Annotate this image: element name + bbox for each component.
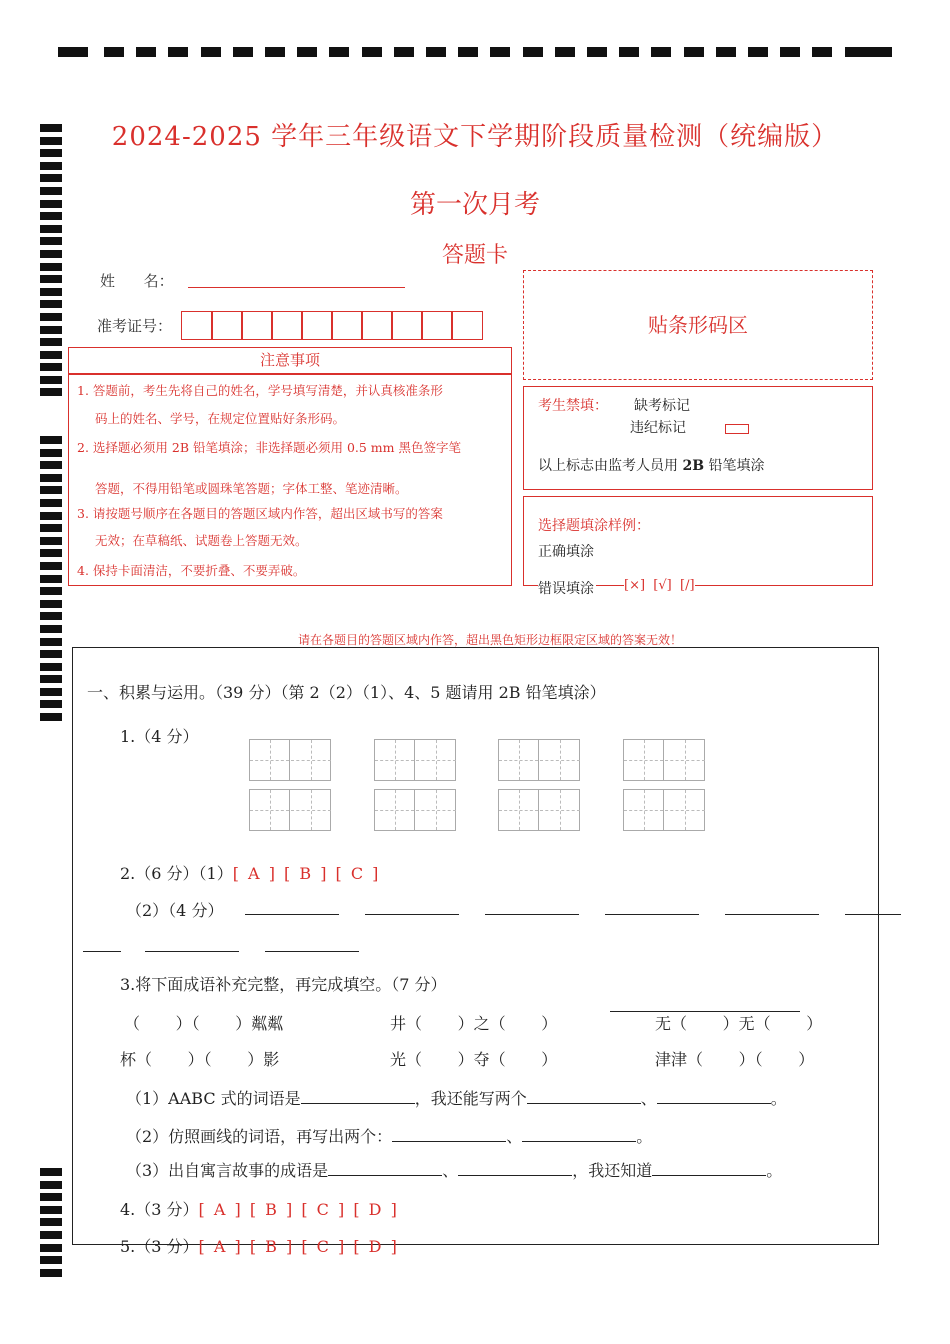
timing-mark: [684, 47, 704, 57]
violation-mark-box[interactable]: [725, 424, 749, 434]
barcode-label: 贴条形码区: [648, 313, 748, 337]
prohibit-box: [523, 386, 873, 490]
sample-label: 选择题填涂样例：: [538, 518, 650, 534]
timing-mark: [40, 174, 62, 182]
answer-line[interactable]: [725, 914, 819, 915]
question-4: 4.（3 分）[ A ] [ B ] [ C ] [ D ]: [120, 1200, 399, 1219]
grid-cell[interactable]: [665, 790, 705, 830]
id-digit-box[interactable]: [301, 311, 333, 340]
timing-mark: [587, 47, 607, 57]
card-title: 答题卡: [441, 243, 508, 268]
exam-title: 2024-2025 学年三年级语文下学期阶段质量检测（统编版）: [111, 122, 839, 152]
violation-mark-label: 违纪标记: [630, 420, 686, 436]
character-grid[interactable]: [623, 789, 705, 831]
timing-mark: [40, 587, 62, 595]
grid-cell[interactable]: [375, 790, 415, 830]
idiom-item[interactable]: 井（ ）之（ ）: [390, 1014, 558, 1033]
timing-mark: [40, 436, 62, 444]
id-digit-box[interactable]: [451, 311, 483, 340]
character-grid[interactable]: [623, 739, 705, 781]
timing-mark: [40, 338, 62, 346]
timing-mark: [40, 1181, 62, 1189]
notice-line: 1. 答题前，考生先将自己的姓名，学号填写清楚，并认真核准条形: [77, 383, 443, 398]
grid-cell[interactable]: [416, 790, 456, 830]
timing-mark: [651, 47, 671, 57]
prohibit-label: 考生禁填：: [538, 398, 608, 414]
timing-mark: [40, 363, 62, 371]
exam-subtitle: 第一次月考: [409, 190, 540, 220]
timing-mark: [104, 47, 124, 57]
timing-mark: [40, 663, 62, 671]
question-4-options[interactable]: [ A ] [ B ] [ C ] [ D ]: [198, 1200, 399, 1219]
id-digit-box[interactable]: [271, 311, 303, 340]
timing-mark: [168, 47, 188, 57]
timing-mark: [780, 47, 800, 57]
timing-mark: [40, 225, 62, 233]
timing-mark: [555, 47, 575, 57]
answer-line[interactable]: [245, 914, 339, 915]
id-digit-box[interactable]: [211, 311, 243, 340]
timing-mark: [40, 1193, 62, 1201]
notice-line: 码上的姓名、学号，在规定位置贴好条形码。: [95, 411, 346, 426]
timing-mark: [40, 713, 62, 721]
question-2-label: 2.（6 分）（1）[ A ] [ B ] [ C ]: [120, 864, 381, 883]
timing-mark: [329, 47, 349, 57]
timing-mark: [40, 562, 62, 570]
answer-line[interactable]: [485, 914, 579, 915]
timing-mark: [716, 47, 736, 57]
timing-mark: [862, 47, 892, 57]
timing-mark: [40, 449, 62, 457]
timing-mark: [40, 537, 62, 545]
question-2-options[interactable]: [ A ] [ B ] [ C ]: [232, 864, 381, 883]
timing-mark: [619, 47, 639, 57]
answer-line[interactable]: [145, 951, 239, 952]
question-5: 5.（3 分）[ A ] [ B ] [ C ] [ D ]: [120, 1237, 399, 1256]
notice-heading: 注意事项: [68, 347, 512, 374]
idiom-item[interactable]: 津津（ ）（ ）: [655, 1050, 815, 1069]
timing-mark: [40, 1244, 62, 1252]
idiom-item[interactable]: 无（ ）无（ ）: [655, 1014, 823, 1033]
grid-cell[interactable]: [499, 790, 539, 830]
timing-mark: [40, 688, 62, 696]
timing-mark: [40, 388, 62, 396]
timing-mark: [40, 1168, 62, 1176]
notice-box: [68, 374, 512, 586]
timing-mark: [426, 47, 446, 57]
timing-mark: [40, 486, 62, 494]
prohibit-instruction: 以上标志由监考人员用 2B 铅笔填涂: [538, 458, 765, 474]
timing-mark: [40, 288, 62, 296]
grid-cell[interactable]: [624, 740, 664, 780]
timing-mark: [523, 47, 543, 57]
question-3-1: （1）AABC 式的词语是 ，我还能写两个 、 。: [126, 1089, 787, 1108]
character-grid[interactable]: [374, 739, 456, 781]
grid-cell[interactable]: [624, 790, 664, 830]
answer-line[interactable]: [605, 914, 699, 915]
timing-mark: [40, 650, 62, 658]
answer-line[interactable]: [365, 914, 459, 915]
id-digit-box[interactable]: [361, 311, 393, 340]
question-3-label: 3.将下面成语补充完整，再完成填空。（7 分）: [120, 975, 447, 994]
grid-cell[interactable]: [416, 740, 456, 780]
idiom-item[interactable]: （ ）（ ）粼粼: [124, 1014, 284, 1033]
correct-fill-label: 正确填涂: [538, 544, 594, 560]
answer-line[interactable]: [657, 1089, 771, 1104]
answer-line[interactable]: [652, 1161, 766, 1176]
notice-line: 无效；在草稿纸、试题卷上答题无效。: [95, 533, 308, 548]
barcode-area: [523, 270, 873, 380]
fill-sample-box: [523, 496, 873, 597]
character-grid[interactable]: [498, 789, 580, 831]
notice-line: 答题，不得用铅笔或圆珠笔答题；字体工整、笔迹清晰。: [95, 481, 408, 496]
character-grid[interactable]: [374, 789, 456, 831]
top-timing-marks: [58, 44, 892, 60]
answer-line[interactable]: [392, 1127, 506, 1142]
character-grid[interactable]: [249, 789, 331, 831]
question-3-2: （2）仿照画线的词语，再写出两个： 、 。: [126, 1127, 653, 1146]
answer-line[interactable]: [527, 1089, 641, 1104]
timing-mark: [297, 47, 317, 57]
grid-cell[interactable]: [499, 740, 539, 780]
notice-line: 3. 请按题号顺序在各题目的答题区域内作答，超出区域书写的答案: [77, 506, 443, 521]
absent-mark-label: 缺考标记: [634, 398, 690, 414]
grid-cell[interactable]: [291, 740, 331, 780]
timing-mark: [40, 313, 62, 321]
timing-mark: [362, 47, 382, 57]
timing-mark: [40, 326, 62, 334]
id-digit-box[interactable]: [241, 311, 273, 340]
wrong-fill-marks: [×] [√] [/]: [624, 578, 695, 593]
answer-line[interactable]: [522, 1127, 636, 1142]
id-digit-box[interactable]: [331, 311, 363, 340]
section1-heading: 一、积累与运用。（39 分）（第 2（2）（1）、4、5 题请用 2B 铅笔填涂）: [87, 683, 606, 702]
timing-mark: [490, 47, 510, 57]
timing-mark: [40, 376, 62, 384]
id-label: 准考证号：: [97, 317, 173, 335]
name-label: 姓 名：: [100, 272, 174, 290]
timing-mark: [40, 499, 62, 507]
timing-mark: [58, 47, 88, 57]
answer-line[interactable]: [845, 914, 901, 915]
id-digit-box[interactable]: [421, 311, 453, 340]
timing-mark: [40, 512, 62, 520]
timing-mark: [40, 162, 62, 170]
idiom-item[interactable]: 杯（ ）（ ）影: [120, 1050, 280, 1069]
timing-mark: [40, 461, 62, 469]
timing-mark: [136, 47, 156, 57]
grid-cell[interactable]: [375, 740, 415, 780]
grid-cell[interactable]: [250, 790, 290, 830]
question-3-3: （3）出自寓言故事的成语是 、 ，我还知道 。: [126, 1161, 783, 1180]
timing-mark: [458, 47, 478, 57]
question-2-sub-label: （2）（4 分）: [126, 901, 224, 920]
left-timing-marks-bottom: [40, 1168, 62, 1281]
timing-mark: [40, 524, 62, 532]
notice-line: 4. 保持卡面清洁，不要折叠、不要弄破。: [77, 563, 306, 578]
grid-cell[interactable]: [250, 740, 290, 780]
wrong-fill-label: 错误填涂: [538, 578, 596, 598]
notice-line: 2. 选择题必须用 2B 铅笔填涂；非选择题必须用 0.5 mm 黑色签字笔: [77, 440, 461, 455]
timing-mark: [40, 351, 62, 359]
timing-mark: [201, 47, 221, 57]
timing-mark: [40, 300, 62, 308]
timing-mark: [40, 1231, 62, 1239]
question-5-options[interactable]: [ A ] [ B ] [ C ] [ D ]: [198, 1237, 399, 1256]
timing-mark: [265, 47, 285, 57]
answer-line[interactable]: [458, 1161, 572, 1176]
answer-line[interactable]: [301, 1089, 415, 1104]
timing-mark: [40, 675, 62, 683]
timing-mark: [40, 275, 62, 283]
timing-mark: [812, 47, 832, 57]
answer-area-warning: 请在各题目的答题区域内作答，超出黑色矩形边框限定区域的答案无效！: [297, 633, 682, 647]
timing-mark: [40, 600, 62, 608]
name-field[interactable]: [188, 287, 405, 288]
character-grid[interactable]: [249, 739, 331, 781]
timing-mark: [394, 47, 414, 57]
timing-mark: [40, 575, 62, 583]
character-grid[interactable]: [498, 739, 580, 781]
timing-mark: [40, 700, 62, 708]
id-number-boxes[interactable]: [181, 311, 481, 340]
timing-mark: [40, 1269, 62, 1277]
timing-mark: [40, 1256, 62, 1264]
id-digit-box[interactable]: [181, 311, 213, 340]
idiom-item[interactable]: 光（ ）夺（ ）: [390, 1050, 558, 1069]
question-1-label: 1.（4 分）: [120, 727, 199, 746]
timing-mark: [40, 474, 62, 482]
grid-cell[interactable]: [291, 790, 331, 830]
timing-mark: [40, 1206, 62, 1214]
timing-mark: [40, 612, 62, 620]
timing-mark: [233, 47, 253, 57]
grid-cell[interactable]: [540, 740, 580, 780]
timing-mark: [40, 1218, 62, 1226]
answer-line[interactable]: [83, 951, 121, 952]
grid-cell[interactable]: [540, 790, 580, 830]
grid-cell[interactable]: [665, 740, 705, 780]
timing-mark: [40, 549, 62, 557]
id-digit-box[interactable]: [391, 311, 423, 340]
left-timing-marks-middle: [40, 436, 62, 726]
timing-mark: [748, 47, 768, 57]
answer-line[interactable]: [328, 1161, 442, 1176]
answer-line[interactable]: [265, 951, 359, 952]
